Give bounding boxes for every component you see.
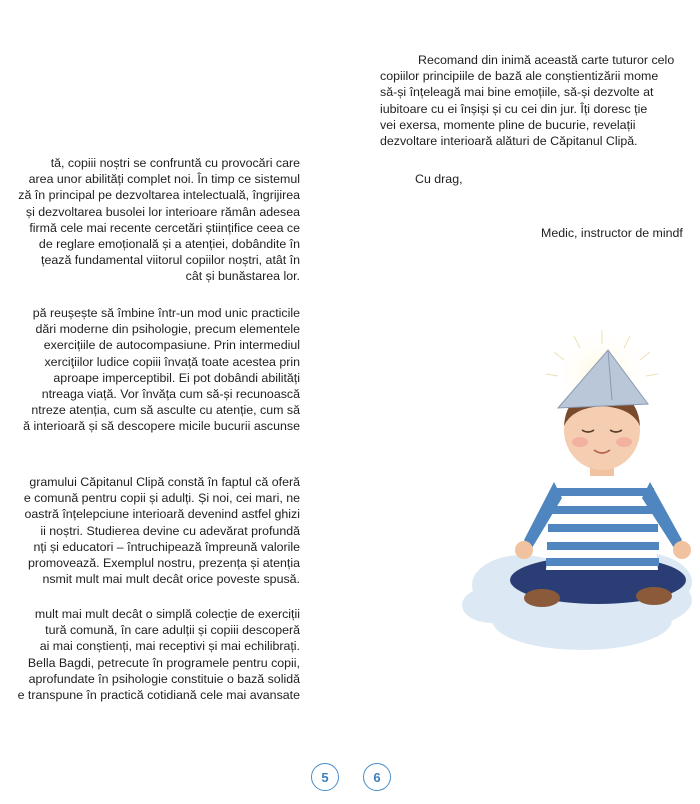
text-line: dezvoltare interioară alături de Căpitanul Clipă. xyxy=(380,133,638,148)
right-page xyxy=(350,0,700,804)
text-line: aproape imperceptibil. Ei pot dobândi abilități xyxy=(53,370,300,385)
right-paragraph xyxy=(380,52,674,149)
text-line: și dezvoltarea busolei lor interioare rămân adesea xyxy=(25,204,300,219)
text-line: să-și înțeleagă mai bine emoțiile, să-și dezvolte at xyxy=(380,85,654,100)
signature: Medic, instructor de mindf xyxy=(541,226,683,240)
left-paragraph-4 xyxy=(18,606,300,703)
text-line: tă, copiii noștri se confruntă cu provocări care xyxy=(50,156,300,170)
text-line: vei exersa, momente pline de bucurie, revelații xyxy=(380,117,636,132)
text-line: ză în principal pe dezvoltarea intelectuală, îngrijirea xyxy=(18,188,300,203)
greeting: Cu drag, xyxy=(415,172,463,186)
text-line: promovează. Exemplul nostru, prezența și atenția xyxy=(27,555,300,570)
text-line: cât și bunăstarea lor. xyxy=(185,269,300,284)
text-line: iubitoare cu ei înșiși și cu cei din jur. Îți doresc ție xyxy=(380,101,648,116)
left-paragraph-2 xyxy=(23,305,300,435)
text-line: copiilor principiile de bază ale conștientizării mome xyxy=(380,69,659,84)
text-line: e comună pentru copii și adulți. Și noi, cei mari, ne xyxy=(23,491,300,506)
text-line: gramului Căpitanul Clipă constă în faptul că oferă xyxy=(29,475,300,489)
text-line: de reglare emoțională și a atenției, dobândite în xyxy=(38,236,300,251)
text-line: nți și educatori – întruchipează împreună valorile xyxy=(33,539,300,554)
left-paragraph-3 xyxy=(24,474,300,587)
child-meditating-on-cloud-icon xyxy=(462,330,700,670)
text-line: Bella Bagdi, petrecute în programele pentru copii, xyxy=(27,655,300,670)
text-line: exercițiile de autocompasiune. Prin intermediul xyxy=(43,338,300,353)
text-line: Recomand din inimă această carte tuturor celo xyxy=(418,53,675,67)
text-line: xerciţiilor ludice copiii învață toate acestea prin xyxy=(44,354,300,369)
text-line: ii noștri. Studierea devine cu adevărat profundă xyxy=(40,523,300,538)
text-line: ntreze atenția, cum să asculte cu atenție, cum să xyxy=(31,403,300,418)
text-line: pă reușește să îmbine într-un mod unic practicile xyxy=(32,306,300,320)
text-line: dări moderne din psihologie, precum elementele xyxy=(35,322,300,337)
text-line: mult mai mult decât o simplă colecție de exerciții xyxy=(34,607,300,621)
text-line: area unor abilități complet noi. În timp ce sistemul xyxy=(28,172,300,187)
text-line: ntreaga viață. Vor învăța cum să-și recunoască xyxy=(41,386,300,401)
text-line: țează fundamental viitorul copiilor noștri, atât în xyxy=(41,253,300,268)
page-number-5: 5 xyxy=(311,763,339,791)
text-line: e transpune în practică cotidiană cele mai avansate xyxy=(17,687,300,702)
left-paragraph-1 xyxy=(18,155,300,285)
text-line: tură comună, în care adulții și copiii descoperă xyxy=(45,623,300,638)
text-line: aprofundate în psihologie constituie o bază solidă xyxy=(28,671,300,686)
text-line: nsmit mult mai mult decât orice poveste spusă. xyxy=(42,572,300,587)
text-line: ă interioară și să descopere micile bucurii ascunse xyxy=(23,419,300,434)
text-line: ai mai conștienți, mai receptivi și mai echilibrați. xyxy=(39,639,300,654)
text-line: firmă cele mai recente cercetări științifice ceea ce xyxy=(29,220,300,235)
page-number-6: 6 xyxy=(363,763,391,791)
text-line: oastră înțelepciune interioară devenind astfel ghizi xyxy=(24,507,300,522)
